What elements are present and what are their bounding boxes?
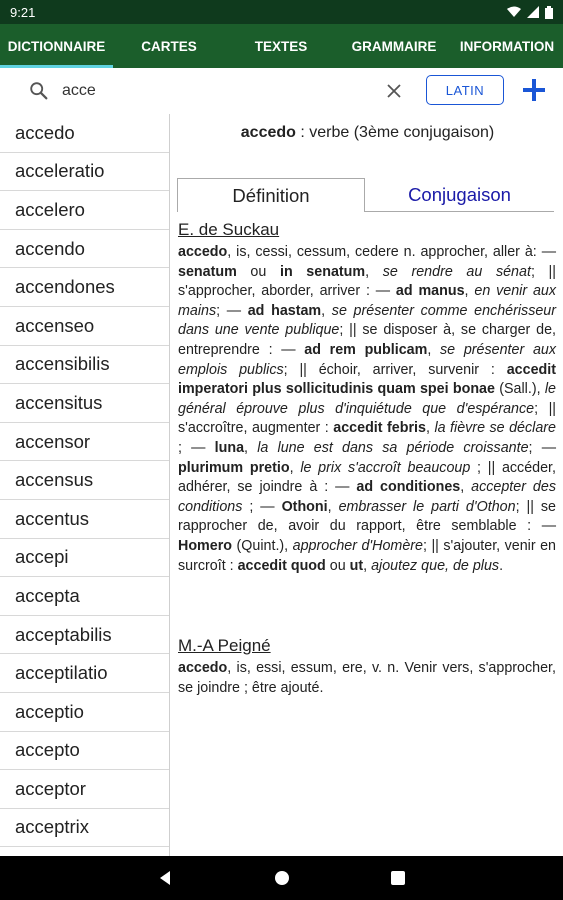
entry-headline	[178, 124, 557, 146]
list-item[interactable]: accedo	[0, 114, 169, 153]
wifi-icon	[507, 6, 521, 18]
definition-pane	[172, 114, 563, 856]
main-tab-bar	[0, 24, 563, 68]
source-suckau	[178, 220, 556, 576]
source-title: E. de Suckau	[178, 220, 280, 239]
status-time: 9:21	[10, 4, 36, 20]
list-item[interactable]: accepto	[0, 732, 169, 771]
list-item[interactable]: accenseo	[0, 307, 169, 346]
close-icon[interactable]	[385, 82, 403, 100]
list-item[interactable]: accelero	[0, 191, 169, 230]
source-peigne	[178, 636, 556, 698]
language-button[interactable]: LATIN	[426, 75, 504, 105]
list-item[interactable]: acceptor	[0, 770, 169, 809]
list-item[interactable]: accensus	[0, 461, 169, 500]
list-item[interactable]: accepta	[0, 577, 169, 616]
list-item[interactable]: acceptabilis	[0, 616, 169, 655]
back-icon[interactable]	[156, 868, 176, 888]
status-icons	[507, 6, 553, 19]
list-item[interactable]: accensibilis	[0, 346, 169, 385]
headword-grammar: : verbe (3ème conjugaison)	[295, 124, 495, 141]
list-item[interactable]: accendones	[0, 268, 169, 307]
recent-apps-icon[interactable]	[388, 868, 408, 888]
plus-icon[interactable]	[520, 76, 548, 104]
headword: accedo	[240, 124, 296, 141]
tab-definition[interactable]: Définition	[177, 178, 365, 212]
battery-icon	[545, 6, 553, 19]
definition-text: accedo, is, cessi, cessum, cedere n. approcher, aller à: — senatum ou in senatum, se rendre au sénat; || s'approcher, aborder, arriver : — ad manus, en venir aux mains; — ad hastam, se présenter comme enchérisseur dans une vente publique; || se disposer à, se charger de, entreprendre : — ad rem publicam, se présenter aux emplois publics; || échoir, arriver, survenir : accedit imperatori plus sollicitudinis quam spei bonae (Sall.), le général éprouve plus d'inquiétude que d'espérance; || s'accroître, augmenter : accedit febris, la fièvre se déclare ; — luna, la lune est dans sa période croissante; — plurimum pretio, le prix s'accroît beaucoup ; || accéder, adhérer, se joindre à : — ad conditiones, accepter des conditions ; — Othoni, embrasser le parti d'Othon; || se rapprocher de, avoir du rapport, être semblable : — Homero (Quint.), approcher d'Homère; || s'ajouter, venir en surcroît : accedit quod ou ut, ajoutez que, de plus.	[178, 244, 557, 574]
tab-textes[interactable]: TEXTES	[254, 38, 308, 54]
tab-conjugaison[interactable]: Conjugaison	[365, 178, 554, 212]
list-item[interactable]: acceptio	[0, 693, 169, 732]
list-item[interactable]: acceptilatio	[0, 654, 169, 693]
definition-text: accedo, is, essi, essum, ere, v. n. Venir vers, s'approcher, se joindre ; être ajouté.	[178, 660, 556, 696]
detail-tabs	[177, 178, 554, 212]
list-item[interactable]: accepi	[0, 539, 169, 578]
search-icon	[28, 80, 50, 102]
signal-icon	[527, 6, 539, 18]
home-icon[interactable]	[272, 868, 292, 888]
tab-cartes[interactable]: CARTES	[141, 38, 197, 54]
list-item[interactable]: accensor	[0, 423, 169, 462]
list-item[interactable]: acceptrix	[0, 809, 169, 848]
list-item[interactable]: accensitus	[0, 384, 169, 423]
source-title: M.-A Peigné	[178, 636, 271, 655]
word-list	[0, 114, 170, 856]
search-field	[18, 74, 413, 108]
system-nav-bar	[0, 856, 563, 900]
list-item[interactable]: accendo	[0, 230, 169, 269]
list-item[interactable]: acceleratio	[0, 153, 169, 192]
list-item[interactable]: accentus	[0, 500, 169, 539]
status-bar	[0, 0, 563, 24]
search-input[interactable]	[62, 82, 362, 100]
tab-grammaire[interactable]: GRAMMAIRE	[351, 38, 437, 54]
tab-information[interactable]: INFORMATION	[459, 38, 555, 54]
tab-dictionnaire[interactable]: DICTIONNAIRE	[0, 24, 113, 68]
